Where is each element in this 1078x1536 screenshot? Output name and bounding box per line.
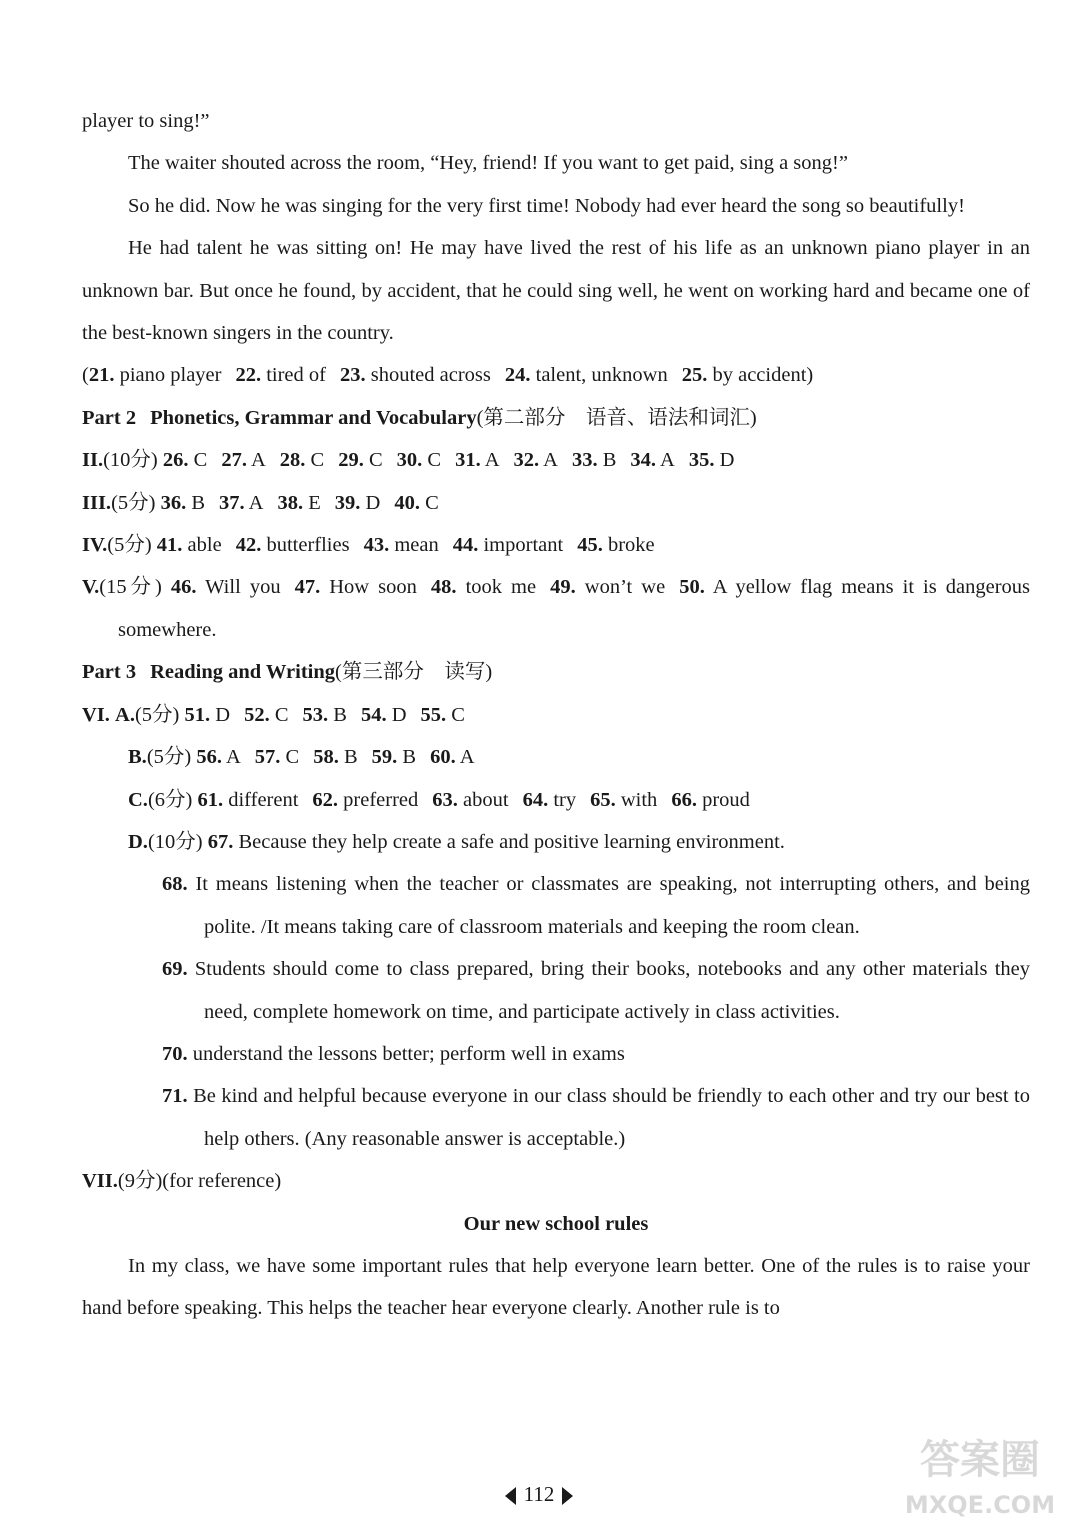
- answer-text: C: [274, 703, 289, 726]
- answer-text: by accident: [712, 364, 807, 387]
- section-3-answers: [82, 482, 1030, 524]
- essay-paragraph: In my class, we have some important rules that help everyone learn better. One of the rules is to raise your hand before speaking. This helps the teacher hear everyone clearly. Another rule is to: [82, 1254, 1030, 1320]
- answer-text: proud: [702, 788, 750, 811]
- question-number: 44.: [452, 534, 479, 557]
- answer-text: D: [215, 703, 231, 726]
- question-number: A.: [115, 703, 135, 726]
- answer-text: C: [451, 703, 465, 726]
- page-number: 112: [523, 1482, 555, 1506]
- question-number: 31.: [455, 449, 481, 472]
- triangle-right-icon: [562, 1487, 573, 1505]
- question-number: 60.: [430, 746, 456, 769]
- question-number: 42.: [235, 534, 262, 557]
- section-6d-q68: [82, 863, 1030, 948]
- answer-text: understand the lessons better; perform well in exams: [192, 1042, 625, 1065]
- question-number: 34.: [630, 449, 656, 472]
- part3-heading: [82, 651, 1030, 693]
- answer-text: talent, unknown: [535, 364, 668, 387]
- answer-text: It means listening when the teacher or classmates are speaking, not interrupting others, and being polite. /It means taking care of classroom materials and keeping the room clean.: [195, 873, 1030, 938]
- question-number: C.: [128, 788, 148, 811]
- question-number: Part 2: [82, 406, 137, 429]
- answer-text: ): [806, 364, 814, 387]
- question-number: 46.: [170, 576, 197, 599]
- question-number: 37.: [219, 491, 245, 514]
- question-number: 27.: [221, 449, 247, 472]
- question-number: II.: [82, 449, 104, 472]
- answer-text: A: [248, 491, 264, 514]
- section-2-answers: [82, 439, 1030, 481]
- question-number: 53.: [302, 703, 329, 726]
- answer-text: (for reference): [162, 1170, 282, 1193]
- part2-heading: [82, 397, 1030, 439]
- question-number: 43.: [363, 534, 390, 557]
- question-number: 55.: [420, 703, 447, 726]
- section-6d-q69: [82, 948, 1030, 1033]
- question-number: 48.: [430, 576, 457, 599]
- triangle-left-icon: [505, 1487, 516, 1505]
- question-number: 24.: [504, 364, 531, 387]
- answer-text: (第二部分 语音、语法和词汇): [476, 406, 757, 429]
- answer-text: D: [391, 703, 407, 726]
- answer-text: A: [225, 746, 241, 769]
- story-line: player to sing!”: [82, 110, 210, 132]
- question-number: 63.: [432, 788, 458, 811]
- question-number: 50.: [679, 576, 705, 599]
- answer-text: preferred: [343, 788, 419, 811]
- section-6c-answers: [82, 779, 1030, 821]
- answer-text: (9分): [117, 1170, 163, 1193]
- answer-text: about: [463, 788, 509, 811]
- question-number: 38.: [277, 491, 304, 514]
- answer-text: (6分): [147, 788, 193, 811]
- answer-text: (5分): [134, 703, 180, 726]
- answer-text: Students should come to class prepared, bring their books, notebooks and any other materials they need, complete homework on time, and participate actively in class activities.: [194, 958, 1031, 1023]
- question-number: III.: [82, 491, 112, 514]
- answer-text: C: [368, 449, 383, 472]
- answer-text: A: [543, 449, 558, 472]
- answer-text: A: [660, 449, 675, 472]
- question-number: 45.: [577, 534, 603, 557]
- answer-text: C: [427, 449, 442, 472]
- question-number: 49.: [550, 576, 576, 599]
- question-number: 22.: [235, 364, 262, 387]
- question-number: 33.: [571, 449, 598, 472]
- story-paragraph: He had talent he was sitting on! He may have lived the rest of his life as an unknown piano player in an unknown bar. But once he found, by accident, that he could sing well, he went on working hard and became one of the best-known singers in the country.: [82, 237, 1030, 345]
- question-number: 28.: [279, 449, 306, 472]
- answer-text: able: [187, 534, 222, 557]
- section-4-answers: [82, 524, 1030, 566]
- section-6d-q71: [82, 1075, 1030, 1160]
- answer-text: C: [193, 449, 208, 472]
- question-number: 25.: [681, 364, 708, 387]
- section-6a-answers: [82, 694, 1030, 736]
- question-number: 70.: [162, 1042, 188, 1065]
- answer-text: A: [250, 449, 266, 472]
- question-number: 36.: [160, 491, 187, 514]
- answer-text: B: [191, 491, 206, 514]
- answer-text: Because they help create a safe and positive learning environment.: [238, 830, 785, 853]
- answer-text: piano player: [119, 364, 222, 387]
- answer-text: B: [602, 449, 617, 472]
- answer-text: A yellow flag means it is dangerous somewhere.: [118, 576, 1031, 641]
- answer-text: B: [343, 746, 358, 769]
- question-number: 61.: [197, 788, 224, 811]
- question-number: 58.: [313, 746, 339, 769]
- answer-text: try: [553, 788, 577, 811]
- question-number: 54.: [360, 703, 387, 726]
- answer-text: (5分): [146, 746, 192, 769]
- answer-text: (10分): [103, 449, 158, 472]
- question-number: 68.: [162, 873, 188, 896]
- section-6d-q67: [82, 821, 1030, 863]
- answer-text: D: [719, 449, 735, 472]
- question-number: 65.: [590, 788, 616, 811]
- section-6d-q70: [82, 1033, 1030, 1075]
- answer-text: with: [620, 788, 658, 811]
- answer-text: different: [228, 788, 299, 811]
- question-number: VII.: [82, 1170, 118, 1193]
- question-number: 39.: [334, 491, 361, 514]
- answer-text: A: [459, 746, 475, 769]
- section-6b-answers: [82, 736, 1030, 778]
- answer-text: Will you: [205, 576, 281, 599]
- question-number: 52.: [244, 703, 270, 726]
- answer-text: (10分): [147, 830, 203, 853]
- section-5-answers: [82, 566, 1030, 651]
- answer-text: butterflies: [266, 534, 350, 557]
- answer-text: important: [483, 534, 564, 557]
- answer-text: broke: [607, 534, 655, 557]
- question-number: 51.: [184, 703, 211, 726]
- answer-text: (第三部分 读写): [335, 661, 493, 684]
- answer-text: B: [402, 746, 417, 769]
- question-number: 64.: [522, 788, 549, 811]
- answer-text: Be kind and helpful because everyone in our class should be friendly to each other and try our best to help others. (Any reasonable answer is acceptable.): [193, 1085, 1031, 1150]
- essay-title: Our new school rules: [463, 1212, 649, 1235]
- question-number: B.: [128, 746, 147, 769]
- answer-text: tired of: [266, 364, 326, 387]
- question-number: 59.: [371, 746, 398, 769]
- question-number: 57.: [254, 746, 281, 769]
- answer-text: C: [425, 491, 439, 514]
- answer-text: B: [333, 703, 347, 726]
- question-number: 26.: [162, 449, 189, 472]
- answer-text: (5分): [107, 534, 152, 557]
- answer-text: took me: [465, 576, 537, 599]
- answer-text: A: [484, 449, 500, 472]
- answer-text: won’t we: [584, 576, 666, 599]
- question-number: 56.: [196, 746, 222, 769]
- question-number: 35.: [688, 449, 715, 472]
- answer-text: C: [285, 746, 300, 769]
- question-number: 67.: [207, 830, 234, 853]
- question-number: 47.: [294, 576, 321, 599]
- question-number: Part 3: [82, 661, 137, 684]
- answer-text: shouted across: [370, 364, 491, 387]
- question-number: 21.: [88, 364, 115, 387]
- story-paragraph: So he did. Now he was singing for the very first time! Nobody had ever heard the song so beautifully!: [128, 194, 965, 217]
- answer-text: (15分): [99, 576, 162, 599]
- answer-text: E: [308, 491, 321, 514]
- answer-text: D: [365, 491, 381, 514]
- watermark-logo: [900, 1418, 1060, 1528]
- answer-text: (5分): [111, 491, 156, 514]
- question-number: 32.: [513, 449, 540, 472]
- watermark-line1: 答案圈: [920, 1437, 1040, 1483]
- question-number: 66.: [671, 788, 697, 811]
- question-number: 29.: [338, 449, 364, 472]
- question-number: IV.: [82, 534, 108, 557]
- question-number: 69.: [162, 958, 188, 981]
- answer-text: How soon: [329, 576, 417, 599]
- answer-key-page: [82, 100, 1030, 1330]
- question-number: 41.: [156, 534, 183, 557]
- answer-text: (: [82, 364, 89, 387]
- question-number: D.: [128, 830, 148, 853]
- story-paragraph: The waiter shouted across the room, “Hey, friend! If you want to get paid, sing a song!”: [128, 152, 848, 175]
- question-number: 30.: [396, 449, 423, 472]
- question-number: Phonetics, Grammar and Vocabulary: [150, 406, 477, 429]
- question-number: 23.: [340, 364, 366, 387]
- question-number: VI.: [82, 703, 110, 726]
- answers-21-25: [82, 354, 1030, 396]
- question-number: 71.: [162, 1085, 188, 1108]
- question-number: 40.: [394, 491, 420, 514]
- watermark-line2: MXQE.COM: [904, 1491, 1056, 1519]
- answer-text: mean: [394, 534, 439, 557]
- answer-text: C: [310, 449, 325, 472]
- question-number: V.: [82, 576, 100, 599]
- section-7-heading: [82, 1160, 1030, 1202]
- question-number: 62.: [312, 788, 339, 811]
- question-number: Reading and Writing: [150, 661, 336, 684]
